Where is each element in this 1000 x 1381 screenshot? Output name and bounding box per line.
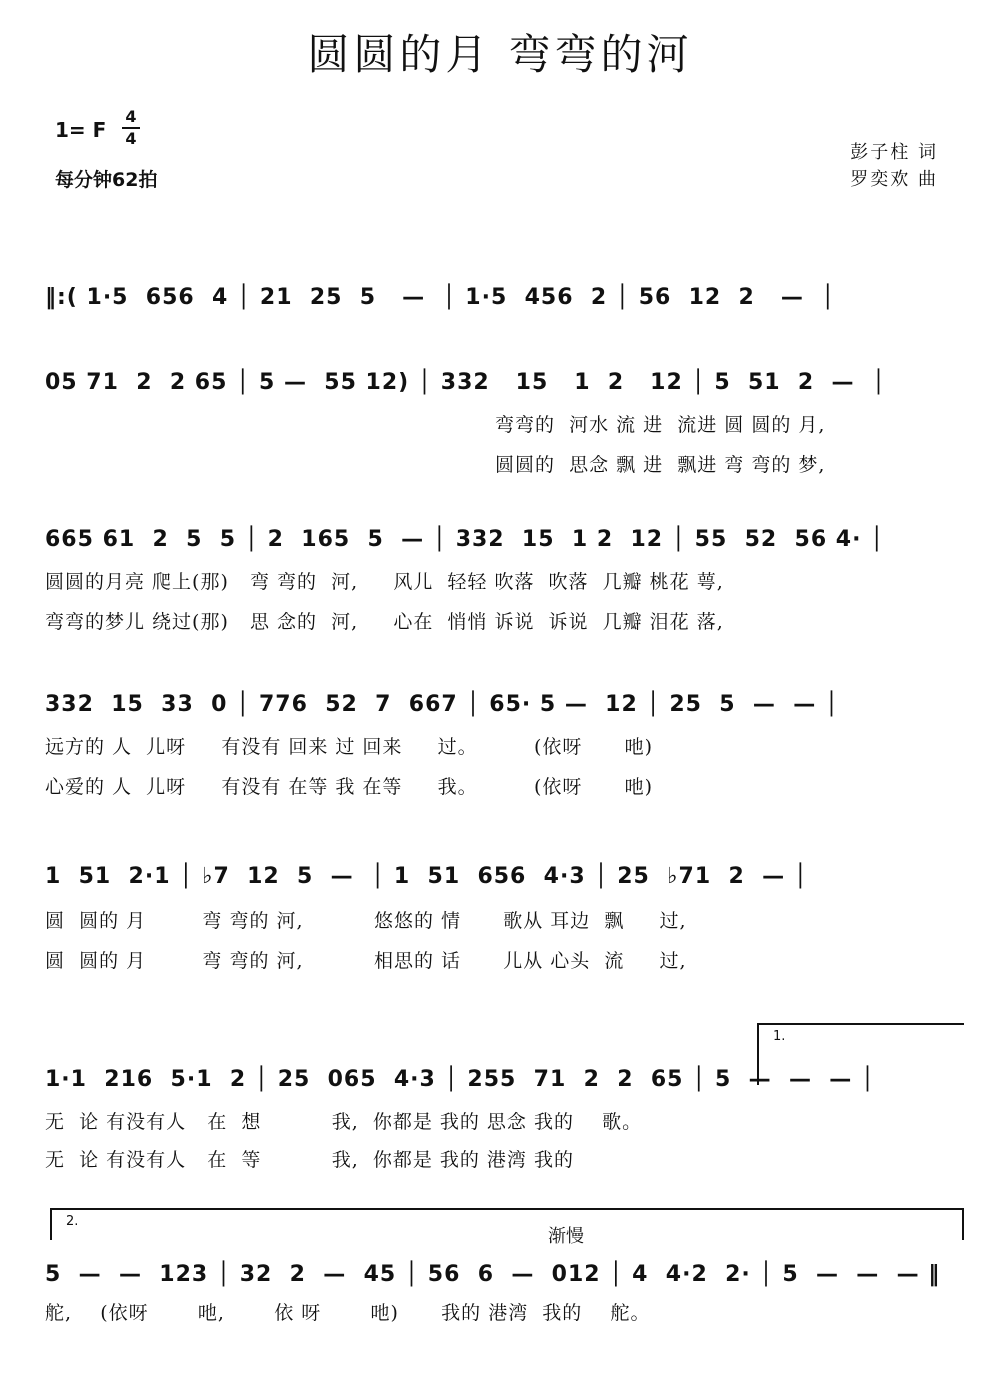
lyricist-credit: 彭子柱 词 [850,142,938,163]
notation-line: 1·1 216 5·1 2 │ 25 065 4·3 │ 255 71 2 2 65 │ 5 — — — │ [45,1067,876,1092]
lyrics-verse-1: 圆圆的月亮 爬上(那) 弯 弯的 河, 风儿 轻轻 吹落 吹落 几瓣 桃花 萼, [45,571,724,593]
notation-line: 332 15 33 0 │ 776 52 7 667 │ 65· 5 — 12 │ 25 5 — — │ [45,692,840,717]
lyrics-verse-1: 远方的 人 儿呀 有没有 回来 过 回来 过。 (依呀 吔) [45,736,654,758]
lyrics-verse-2: 圆圆的 思念 飘 进 飘进 弯 弯的 梦, [495,454,826,476]
lyrics-verse-1: 弯弯的 河水 流 进 流进 圆 圆的 月, [495,414,826,436]
notation-line: 1 51 2·1 │ ♭7 12 5 — │ 1 51 656 4·3 │ 25 ♭71 2 — │ [45,864,808,889]
lyrics-verse-2: 圆 圆的 月 弯 弯的 河, 相思的 话 儿从 心头 流 过, [45,950,687,972]
ritardando-mark: 渐慢 [548,1226,584,1247]
lyrics-verse-1: 舵, (依呀 吔, 依 呀 吔) 我的 港湾 我的 舵。 [45,1302,651,1324]
score-line-7 [45,1262,965,1372]
score-line-6 [45,1067,965,1177]
lyrics-verse-2: 无 论 有没有人 在 等 我, 你都是 我的 港湾 我的 [45,1149,574,1171]
song-title: 圆圆的月 弯弯的河 [307,30,693,79]
score-line-4 [45,692,965,802]
lyrics-verse-2: 弯弯的梦儿 绕过(那) 思 念的 河, 心在 悄悄 诉说 诉说 几瓣 泪花 落, [45,611,724,633]
volta-bracket-2 [50,1208,964,1240]
volta-label-2: 2. [66,1214,79,1229]
time-signature-bottom: 4 [125,129,137,148]
lyrics-verse-1: 圆 圆的 月 弯 弯的 河, 悠悠的 情 歌从 耳边 飘 过, [45,910,687,932]
time-signature-top: 4 [125,107,137,126]
lyrics-verse-2: 心爱的 人 儿呀 有没有 在等 我 在等 我。 (依呀 吔) [45,776,654,798]
notation-line: 665 61 2 5 5 │ 2 165 5 — │ 332 15 1 2 12 │ 55 52 56 4· │ [45,527,885,552]
score-line-3 [45,527,965,637]
score-line-5 [45,864,965,974]
time-signature [122,108,140,148]
notation-line: 05 71 2 2 65 │ 5 — 55 12) │ 332 15 1 2 12 │ 5 51 2 — │ [45,370,887,395]
lyrics-verse-1: 无 论 有没有人 在 想 我, 你都是 我的 思念 我的 歌。 [45,1111,643,1133]
key-signature: 1= F [55,118,107,142]
notation-line: ‖:( 1·5 656 4 │ 21 25 5 — │ 1·5 456 2 │ 56 12 2 — │ [45,285,836,310]
score-line-2 [45,370,965,480]
tempo-text: 每分钟62拍 [55,169,158,191]
volta-label-1: 1. [773,1029,786,1044]
notation-line: 5 — — 123 │ 32 2 — 45 │ 56 6 — 012 │ 4 4·2 2· │ 5 — — — ‖ [45,1262,941,1287]
composer-credit: 罗奕欢 曲 [850,169,938,190]
